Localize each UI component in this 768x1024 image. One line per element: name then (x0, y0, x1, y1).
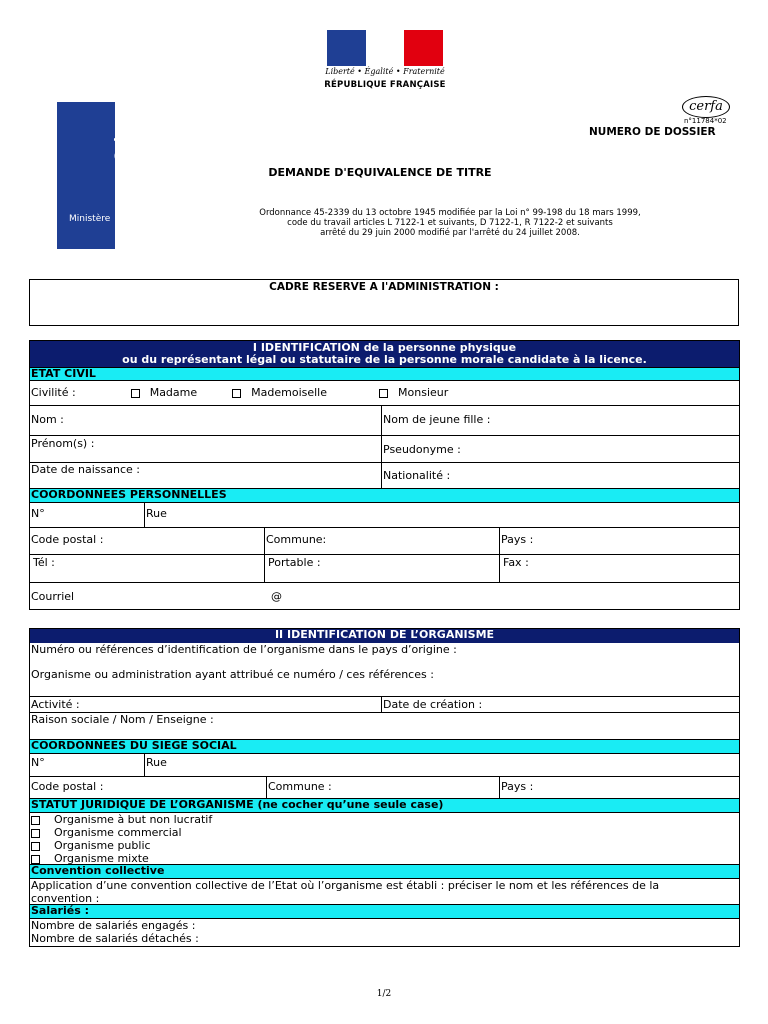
coord-perso-header: COORDONNEES PERSONNELLES (30, 489, 739, 503)
siege-code-postal-field[interactable] (30, 777, 266, 798)
siege-adresse-row (30, 754, 739, 777)
fax-label: Fax : (503, 556, 529, 569)
siege-rue-label: Rue (146, 756, 167, 769)
salaries-row[interactable] (30, 919, 739, 946)
madame-label: Madame (149, 386, 198, 399)
date-creation-field[interactable] (381, 697, 739, 712)
courriel-row (30, 583, 739, 609)
document-title: DEMANDE D'EQUIVALENCE DE TITRE (268, 166, 492, 179)
cerfa-logo: cerfa (682, 96, 730, 118)
section-1-title: I IDENTIFICATION de la personne physique (252, 341, 517, 354)
monsieur-checkbox[interactable] (379, 389, 388, 398)
ministry-label: Ministère (69, 214, 111, 224)
monsieur-label: Monsieur (398, 386, 449, 399)
raison-sociale-row[interactable] (30, 713, 739, 740)
siege-pays-field[interactable] (499, 777, 739, 798)
convention-header: Convention collective (30, 865, 739, 879)
mademoiselle-label: Mademoiselle (251, 386, 328, 399)
numero-ref-label: Numéro ou références d’identification de l’organisme dans le pays d’origine : (31, 643, 457, 656)
pseudonyme-field[interactable] (381, 436, 739, 462)
rue-label: Rue (146, 507, 167, 520)
ministry-communication: Communication (141, 108, 156, 222)
page-number: 1/2 (376, 989, 392, 999)
commune-label: Commune: (266, 533, 327, 546)
salaries-detaches-label: Nombre de salariés détachés : (31, 932, 199, 945)
section-1-subtitle: ou du représentant légal ou statutaire de la personne morale candidate à la licence. (122, 353, 647, 366)
date-creation-label: Date de création : (383, 698, 483, 711)
checkbox-icon[interactable] (31, 816, 40, 825)
code-postal-label: Code postal : (31, 533, 104, 546)
siege-rue-field[interactable] (144, 754, 739, 776)
statut-option[interactable] (31, 813, 739, 826)
section-1-header (30, 341, 739, 367)
tel-label: Tél : (33, 556, 55, 569)
siege-commune-row (30, 777, 739, 799)
nom-jeune-fille-label: Nom de jeune fille : (383, 413, 491, 426)
etat-civil-header: ETAT CIVIL (30, 367, 739, 381)
courriel-label: Courriel (31, 590, 75, 603)
dossier-number-label: NUMERO DE DOSSIER (589, 126, 716, 138)
siege-pays-label: Pays : (501, 780, 534, 793)
section-identification-person (29, 340, 740, 610)
organisme-admin-label: Organisme ou administration ayant attribué ce numéro / ces références : (31, 668, 434, 681)
siege-numero-label: N° (31, 756, 45, 769)
cerfa-number: n°11784*02 (684, 117, 727, 125)
prenom-row (30, 436, 739, 463)
activite-label: Activité : (31, 698, 80, 711)
nom-jeune-fille-field[interactable] (381, 406, 739, 435)
legal-line: code du travail articles L 7122-1 et suivants, D 7122-1, R 7122-2 et suivants (287, 218, 613, 228)
siege-code-postal-label: Code postal : (31, 780, 104, 793)
activite-row (30, 697, 739, 713)
fax-field[interactable] (499, 555, 739, 582)
pays-label: Pays : (501, 533, 534, 546)
madame-checkbox[interactable] (131, 389, 140, 398)
section-2-header: II IDENTIFICATION DE L’ORGANISME (30, 629, 739, 643)
salaries-engages-label: Nombre de salariés engagés : (31, 919, 196, 932)
telephone-row (30, 555, 739, 583)
date-naissance-field[interactable] (30, 463, 381, 488)
mademoiselle-checkbox[interactable] (232, 389, 241, 398)
commune-row (30, 528, 739, 555)
portable-field[interactable] (264, 555, 499, 582)
pseudonyme-label: Pseudonyme : (383, 443, 461, 456)
civilite-label: Civilité : (31, 386, 76, 399)
checkbox-icon[interactable] (31, 855, 40, 864)
activite-field[interactable] (30, 697, 381, 712)
siege-commune-field[interactable] (266, 777, 499, 798)
republic-name: RÉPUBLIQUE FRANÇAISE (324, 80, 446, 90)
pays-field[interactable] (499, 528, 739, 554)
ministry-culture: Culture (113, 104, 129, 163)
statut-option[interactable] (31, 839, 739, 852)
section-identification-organisme (29, 628, 740, 947)
salaries-header: Salariés : (30, 905, 739, 919)
numero-label: N° (31, 507, 45, 520)
at-sign: @ (271, 590, 282, 603)
statut-option-label: Organisme mixte (54, 852, 149, 865)
nationalite-label: Nationalité : (383, 469, 451, 482)
siege-commune-label: Commune : (268, 780, 332, 793)
admin-frame-label: CADRE RESERVE A l'ADMINISTRATION : (269, 281, 499, 293)
coord-siege-header: COORDONNEES DU SIEGE SOCIAL (30, 740, 739, 754)
legal-line: arrêté du 29 juin 2000 modifié par l'arrêté du 24 juillet 2008. (320, 228, 580, 238)
legal-line: Ordonnance 45-2339 du 13 octobre 1945 modifiée par la Loi n° 99-198 du 18 mars 1999, (259, 208, 641, 218)
republic-motto: Liberté • Égalité • Fraternité (325, 67, 445, 76)
legal-references (150, 208, 750, 238)
convention-row[interactable] (30, 879, 739, 905)
admin-frame[interactable] (29, 279, 739, 326)
tel-field[interactable] (30, 555, 264, 582)
statut-option-label: Organisme public (54, 839, 151, 852)
code-postal-field[interactable] (30, 528, 264, 554)
statut-option-label: Organisme commercial (54, 826, 182, 839)
marianne-logo (327, 30, 443, 66)
statut-option[interactable] (31, 826, 739, 839)
courriel-field[interactable] (30, 583, 739, 609)
prenom-label: Prénom(s) : (31, 437, 95, 450)
nom-row (30, 406, 739, 436)
numero-field[interactable] (30, 503, 144, 527)
commune-field[interactable] (264, 528, 499, 554)
nom-field[interactable] (30, 406, 381, 435)
raison-sociale-label: Raison sociale / Nom / Enseigne : (31, 713, 214, 726)
rue-field[interactable] (144, 503, 739, 527)
statut-option[interactable] (31, 852, 739, 865)
statut-option-label: Organisme à but non lucratif (54, 813, 213, 826)
nationalite-field[interactable] (381, 463, 739, 488)
adresse-row (30, 503, 739, 528)
checkbox-icon[interactable] (31, 829, 40, 838)
siege-numero-field[interactable] (30, 754, 144, 776)
references-row[interactable] (30, 643, 739, 697)
portable-label: Portable : (268, 556, 321, 569)
naissance-row (30, 463, 739, 489)
checkbox-icon[interactable] (31, 842, 40, 851)
statut-header: STATUT JURIDIQUE DE L’ORGANISME (ne cocher qu’une seule case) (30, 799, 739, 813)
nom-label: Nom : (31, 413, 64, 426)
date-naissance-label: Date de naissance : (31, 463, 140, 476)
convention-label: Application d’une convention collective de l’Etat où l’organisme est établi : préciser le nom et les références de la convention : (31, 879, 660, 905)
prenom-field[interactable] (30, 436, 381, 462)
statut-options (30, 813, 739, 865)
civilite-row (30, 381, 739, 406)
